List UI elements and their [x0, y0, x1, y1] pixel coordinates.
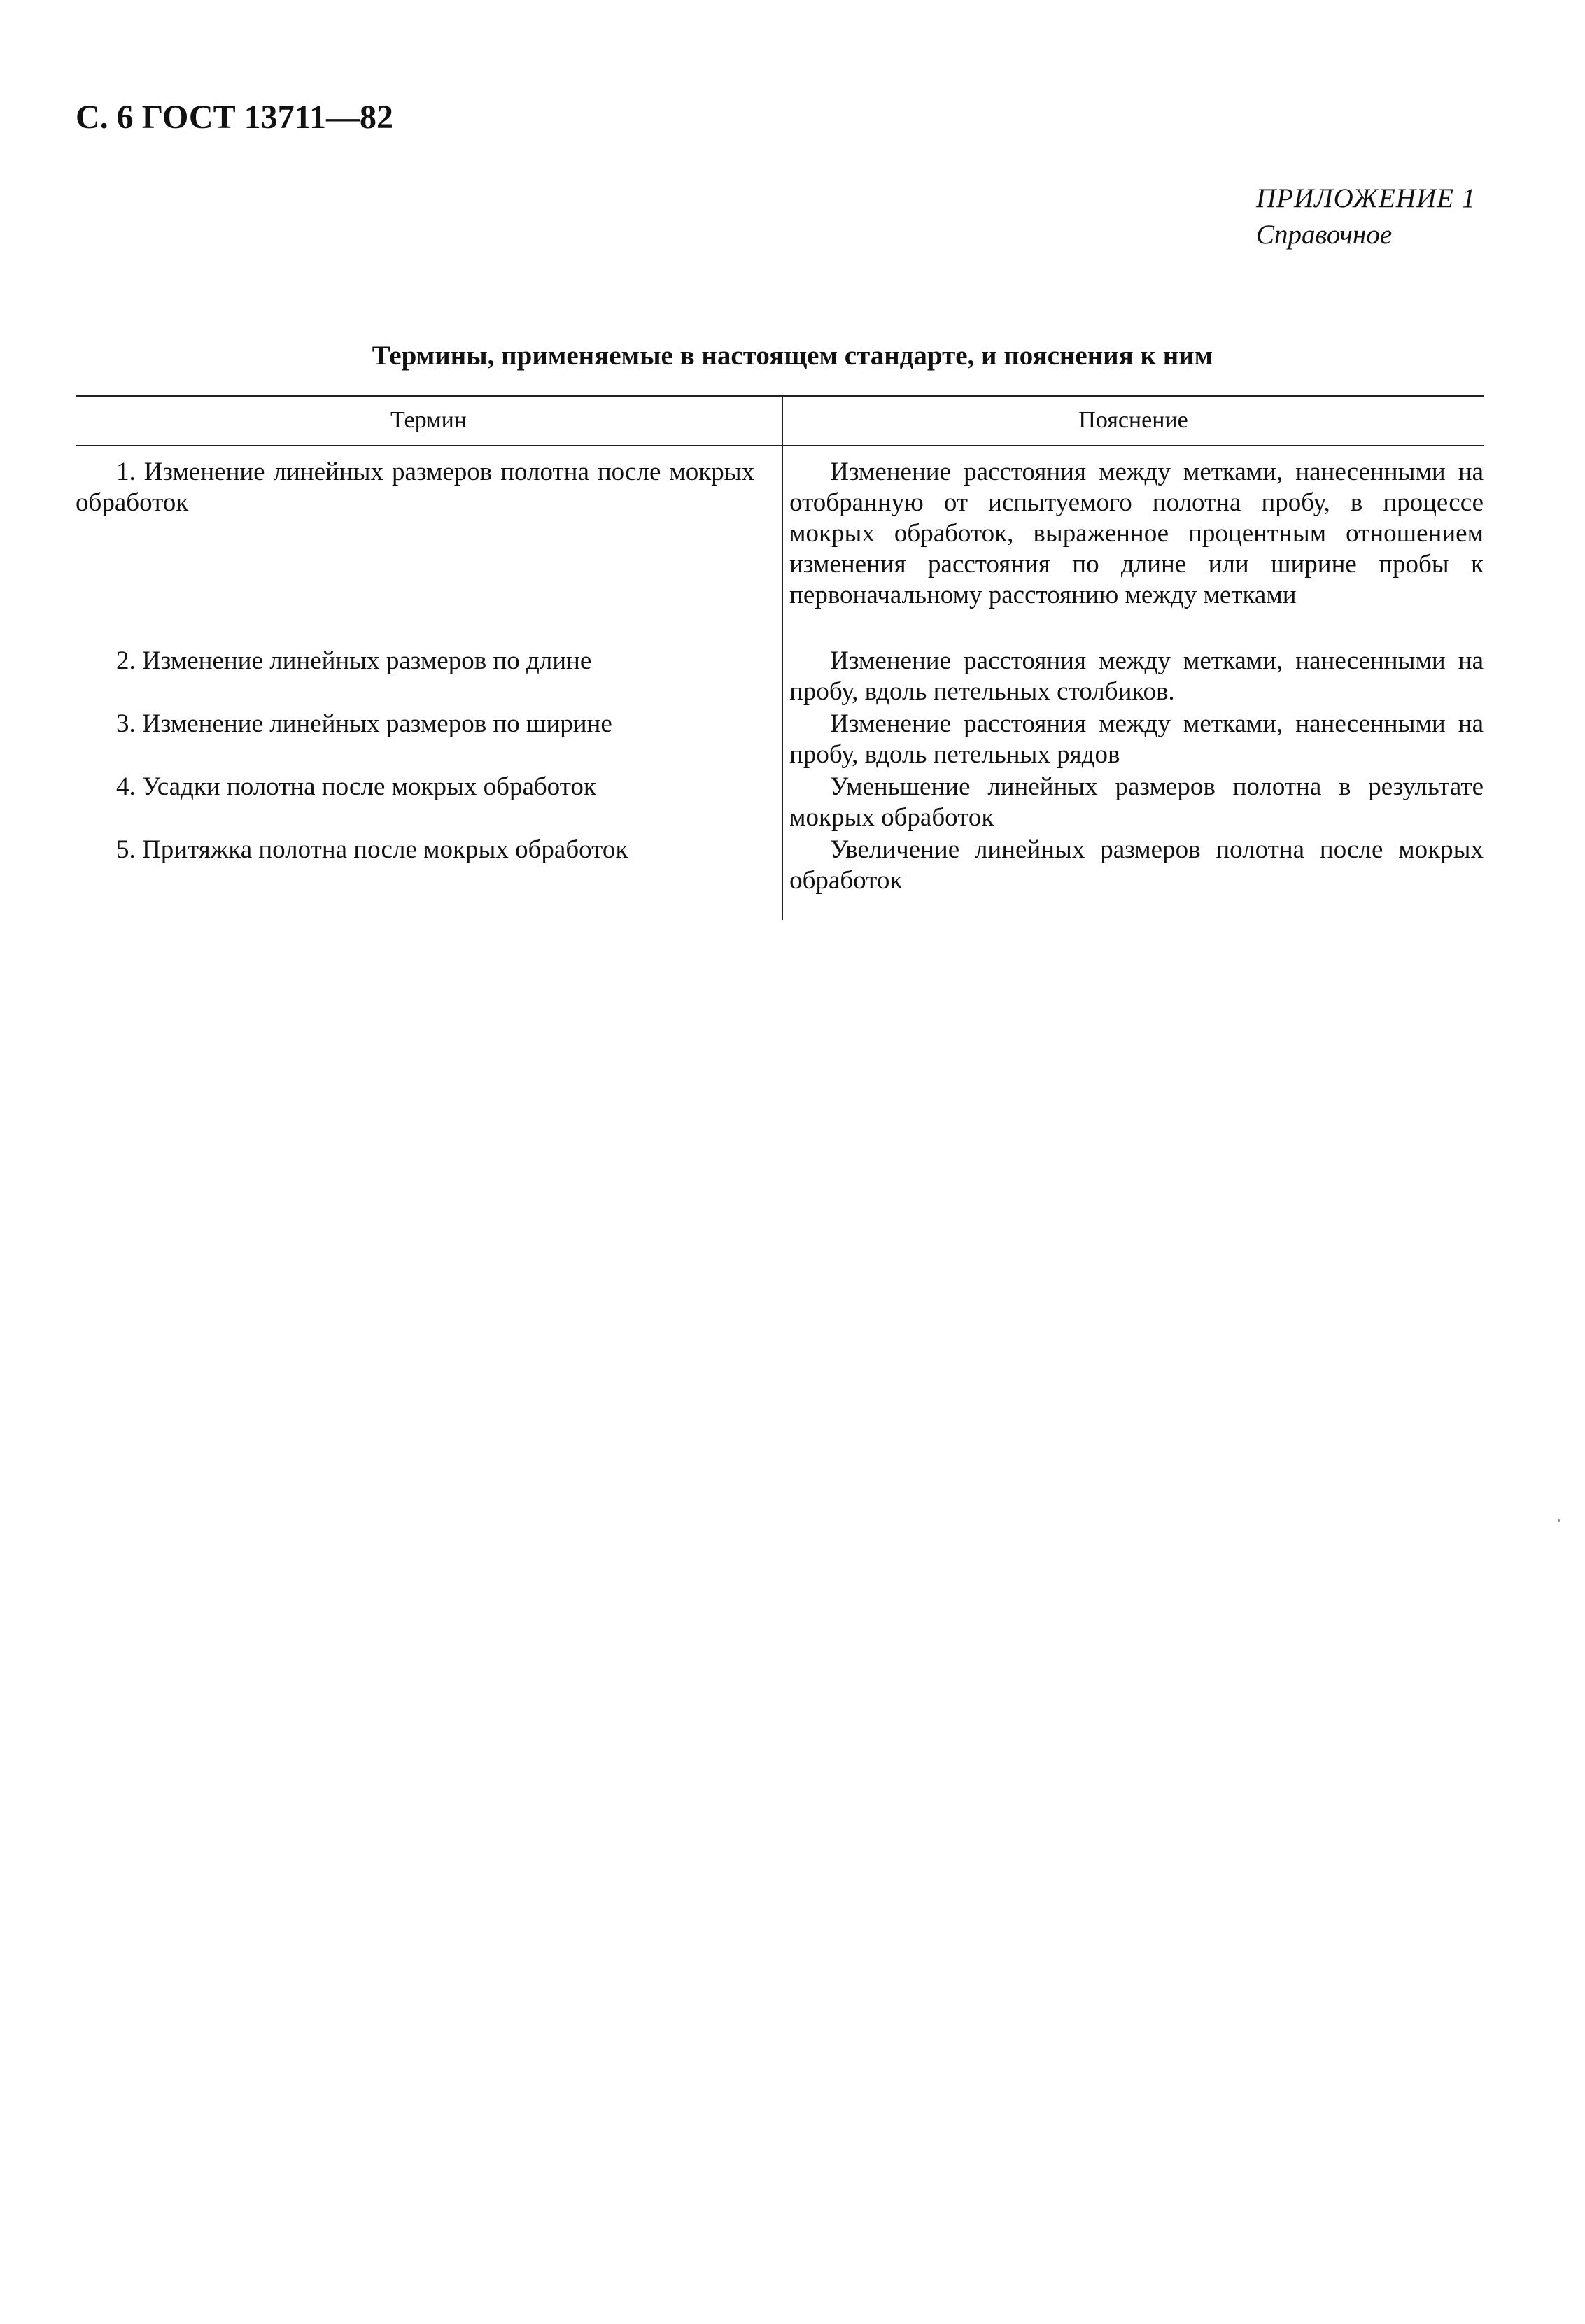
table-row [76, 772, 1484, 835]
appendix-kind: Справочное [1256, 220, 1393, 250]
term-cell: 1. Изменение линейных размеров полотна после мокрых обработок [76, 458, 755, 517]
column-header-term: Термин [390, 407, 467, 433]
document-title: Термины, применяемые в настоящем стандарте, и пояснения к ним [372, 341, 1213, 371]
explanation-cell: Изменение расстояния между метками, нанесенными на пробу, вдоль петельных столбиков. [789, 646, 1484, 706]
explanation-cell: Изменение расстояния между метками, нанесенными на пробу, вдоль петельных рядов [789, 709, 1484, 769]
term-cell: 4. Усадки полотна после мокрых обработок [116, 772, 596, 801]
page-header: С. 6 ГОСТ 13711—82 [76, 99, 393, 136]
term-cell: 3. Изменение линейных размеров по ширине [116, 709, 612, 738]
explanation-cell: Увеличение линейных размеров полотна после мокрых обработок [789, 835, 1484, 895]
term-cell: 2. Изменение линейных размеров по длине [116, 646, 592, 675]
column-header-explanation: Пояснение [1078, 407, 1188, 433]
appendix-block [1256, 180, 1476, 253]
scan-speck [1558, 1519, 1560, 1522]
table-row [76, 457, 1484, 646]
table-row [76, 835, 1484, 898]
table-body [76, 457, 1484, 898]
table-row [76, 646, 1484, 709]
explanation-cell: Изменение расстояния между метками, нанесенными на отобранную от испытуемого полотна пробу, в процессе мокрых обработок, выраженное процентным отношением изменения расстояния по длине или ширине пробы к первоначальному расстоянию между метками [789, 458, 1484, 609]
explanation-cell: Уменьшение линейных размеров полотна в результате мокрых обработок [789, 772, 1484, 832]
term-cell: 5. Притяжка полотна после мокрых обработок [116, 835, 628, 864]
table-header-rule [76, 445, 1484, 446]
table-top-rule [76, 395, 1484, 397]
table-row [76, 709, 1484, 772]
appendix-label: ПРИЛОЖЕНИЕ 1 [1256, 183, 1477, 213]
